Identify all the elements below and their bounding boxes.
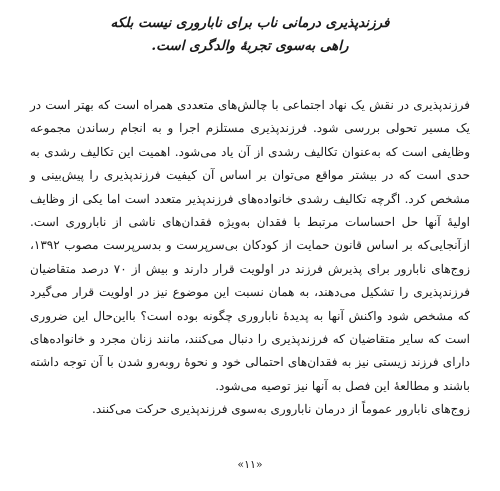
title-line-2: راهی به‌سوی تجربهٔ والدگری است. xyxy=(151,38,349,54)
title-line-1: فرزندپذیری درمانی ناب برای ناباروری نیست بلکه xyxy=(110,15,390,31)
chapter-title xyxy=(30,12,470,58)
paragraph: فرزندپذیری در نقش یک نهاد اجتماعی با چالش‌های متعددی همراه است که بهتر است در یک مسیر تحولی بررسی شود. فرزندپذیری مستلزم اجرا و به انجام رساندن مجموعه وظایفی است که به‌عنوان تکالیف رشدی از آن یاد می‌شود. اهمیت این تکالیف رشدی به حدی است که در بیشتر مواقع می‌توان بر اساس آن کیفیت فرزندپذیری را پیش‌بینی و مشخص کرد. اگرچه تکالیف رشدی خانواده‌های فرزندپذیر متعدد است اما یکی از وظایف اولیهٔ آنها حل احساسات مرتبط با فقدان به‌ویژه فقدان‌های ناشی از ناباروری است. ازآنجایی‌که بر اساس قانون حمایت از کودکان بی‌سرپرست و بدسرپرست مصوب ۱۳۹۲، زوج‌های نابارور برای پذیرش فرزند در اولویت قرار دارند و بیش از ۷۰ درصد متقاضیان فرزندپذیری را تشکیل می‌دهند، به همان نسبت این موضوع نیز در اولویت قرار می‌گیرد که مشخص شود واکنش آنها به پدیدهٔ ناباروری چگونه بوده است؟ بااین‌حال این ضروری است که سایر متقاضیان که فرزندپذیری را دنبال می‌کنند، مانند زنان مجرد و خانواده‌های دارای فرزند زیستی نیز به فقدان‌های احتمالی خود و نحوهٔ روبه‌رو شدن با آن توجه داشته باشند و مطالعهٔ این فصل به آنها نیز توصیه می‌شود. xyxy=(30,98,470,393)
body-text xyxy=(30,94,470,422)
paragraph: زوج‌های نابارور عموماً از درمان ناباروری به‌سوی فرزندپذیری حرکت می‌کنند. xyxy=(92,402,470,417)
page-number: «۱۱» xyxy=(237,458,263,471)
